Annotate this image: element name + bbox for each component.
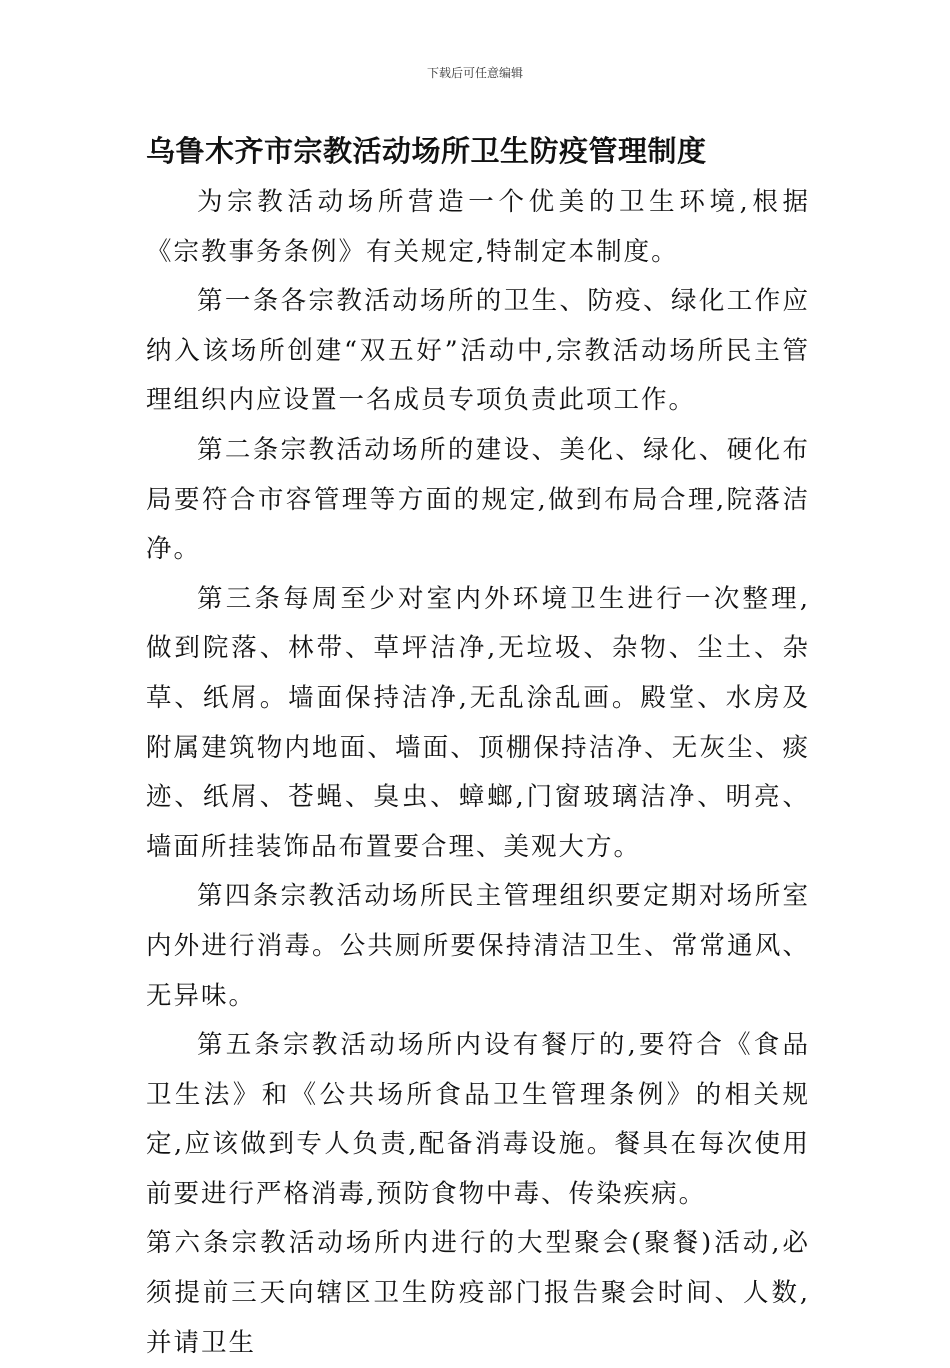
page-header-note: 下载后可任意编辑 — [426, 66, 523, 80]
paragraph-article-2: 第二条宗教活动场所的建设、美化、绿化、硬化布局要符合市容管理等方面的规定,做到布局合理,院落洁净。 — [146, 434, 810, 565]
document-body — [146, 178, 810, 1368]
paragraph-article-1: 第一条各宗教活动场所的卫生、防疫、绿化工作应纳入该场所创建“双五好”活动中,宗教活动场所民主管理组织内应设置一名成员专项负责此项工作。 — [146, 286, 810, 416]
paragraph-article-3: 第三条每周至少对室内外环境卫生进行一次整理,做到院落、林带、草坪洁净,无垃圾、杂物、尘土、杂草、纸屑。墙面保持洁净,无乱涂乱画。殿堂、水房及附属建筑物内地面、墙面、顶棚保持洁净、无灰尘、痰迹、纸屑、苍蝇、臭虫、蟑螂,门窗玻璃洁净、明亮、墙面所挂装饰品布置要合理、美观大方。 — [146, 583, 810, 862]
paragraph-article-5: 第五条宗教活动场所内设有餐厅的,要符合《食品卫生法》和《公共场所食品卫生管理条例》的相关规定,应该做到专人负责,配备消毒设施。餐具在每次使用前要进行严格消毒,预防食物中毒、传染疾病。 — [146, 1030, 810, 1209]
document-title: 乌鲁木齐市宗教活动场所卫生防疫管理制度 — [146, 134, 707, 168]
paragraph-article-4: 第四条宗教活动场所民主管理组织要定期对场所室内外进行消毒。公共厕所要保持清洁卫生、常常通风、无异味。 — [146, 881, 810, 1011]
paragraph-preamble: 为宗教活动场所营造一个优美的卫生环境,根据《宗教事务条例》有关规定,特制定本制度。 — [146, 187, 810, 267]
paragraph-article-6: 第六条宗教活动场所内进行的大型聚会(聚餐)活动,必须提前三天向辖区卫生防疫部门报告聚会时间、人数,并请卫生 — [146, 1228, 810, 1358]
